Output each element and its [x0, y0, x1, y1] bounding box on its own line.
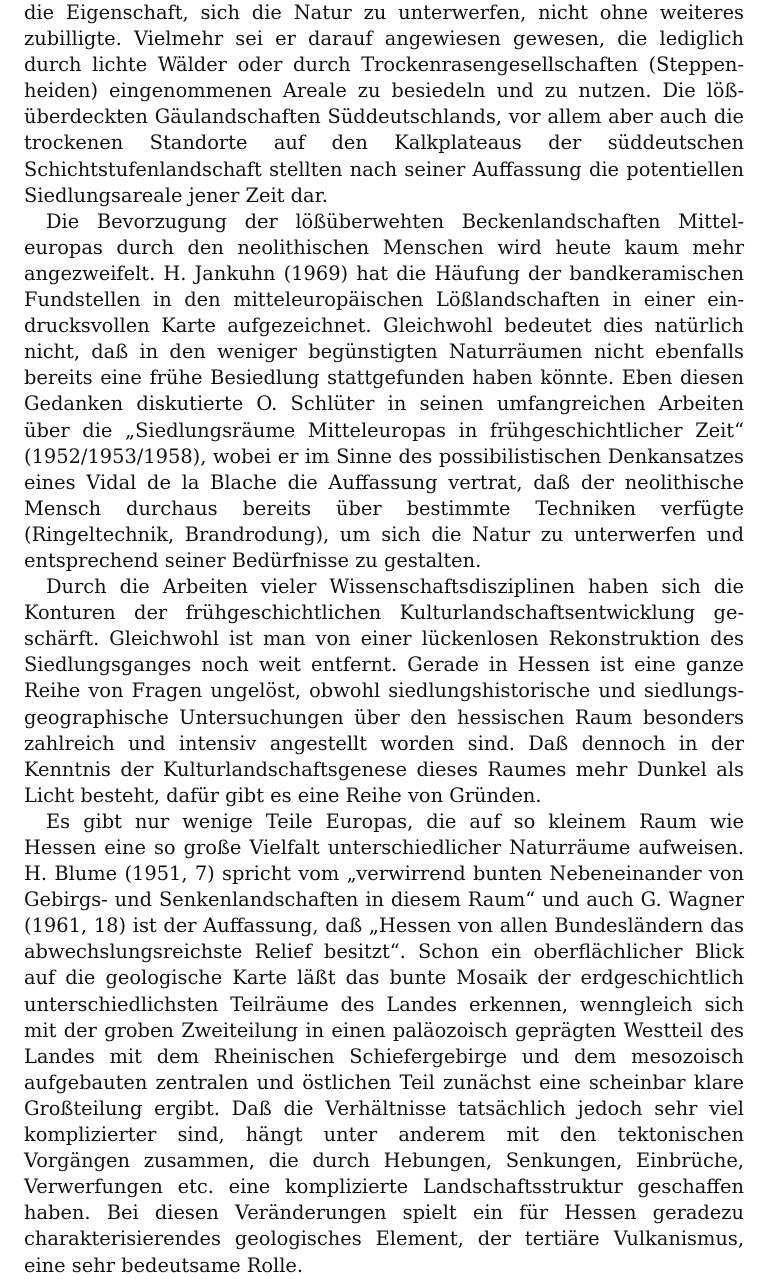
paragraph-1: die Eigenschaft, sich die Natur zu unterwerfen, nicht ohne weiteres zubilligte. Vielmehr sei er darauf angewiesen gewesen, die lediglich durch lichte Wälder oder durch Trockenrasengesellschaften (Steppenheiden) eingenommenen Areale zu besiedeln und zu nutzen. Die lößüberdeckten Gäulandschaften Süddeutschlands, vor allem aber auch die trockenen Standorte auf den Kalkplateaus der süddeutschen Schichtstufenlandschaft stellten nach seiner Auffassung die potentiellen Siedlungsareale jener Zeit dar.	[24, 1, 744, 207]
paragraph-2: Die Bevorzugung der lößüberwehten Beckenlandschaften Mitteleuropas durch den neolithischen Menschen wird heute kaum mehr angezweifelt. H. Jankuhn (1969) hat die Häufung der bandkeramischen Fundstellen in den mitteleuropäischen Lößlandschaften in einer eindrucksvollen Karte aufgezeichnet. Gleichwohl bedeutet dies natürlich nicht, daß in den weniger begünstigten Naturräumen nicht ebenfalls bereits eine frühe Besiedlung stattgefunden haben könnte. Eben diesen Gedanken diskutierte O. Schlüter in seinen umfangreichen Arbeiten über die „Siedlungsräume Mitteleuropas in frühgeschichtlicher Zeit“ (1952/1953/1958), wobei er im Sinne des possibilistischen Denkansatzes eines Vidal de la Blache die Auffassung vertrat, daß der neolithische Mensch durchaus bereits über bestimmte Techniken verfügte (Ringeltechnik, Brandrodung), um sich die Natur zu unterwerfen und entsprechend seiner Bedürfnisse zu gestalten.	[24, 209, 744, 572]
paragraph-3: Durch die Arbeiten vieler Wissenschaftsdisziplinen haben sich die Konturen der frühgeschichtlichen Kulturlandschaftsentwicklung geschärft. Gleichwohl ist man von einer lückenlosen Rekonstruktion des Siedlungsganges noch weit entfernt. Gerade in Hessen ist eine ganze Reihe von Fragen ungelöst, obwohl siedlungshistorische und siedlungsgeographische Untersuchungen über den hessischen Raum besonders zahlreich und intensiv angestellt worden sind. Daß dennoch in der Kenntnis der Kulturlandschaftsgenese dieses Raumes mehr Dunkel als Licht besteht, dafür gibt es eine Reihe von Gründen.	[24, 575, 744, 807]
paragraph-4: Es gibt nur wenige Teile Europas, die auf so kleinem Raum wie Hessen eine so große Vielfalt unterschiedlicher Naturräume aufweisen. H. Blume (1951, 7) spricht vom „verwirrend bunten Nebeneinander von Gebirgs- und Senkenlandschaften in diesem Raum“ und auch G. Wagner (1961, 18) ist der Auffassung, daß „Hessen von allen Bundesländern das abwechslungsreichste Relief besitzt“. Schon ein oberflächlicher Blick auf die geologische Karte läßt das bunte Mosaik der erdgeschichtlich unterschiedlichsten Teilräume des Landes erkennen, wenngleich sich mit der groben Zweiteilung in einen paläozoisch geprägten Westteil des Landes mit dem Rheinischen Schiefergebirge und dem mesozoisch aufgebauten zentralen und östlichen Teil zunächst eine scheinbar klare Großteilung ergibt. Daß die Verhältnisse tatsächlich jedoch sehr viel komplizierter sind, hängt unter anderem mit den tektonischen Vorgängen zusammen, die durch Hebungen, Senkungen, Einbrüche, Verwerfungen etc. eine komplizierte Landschaftsstruktur geschaffen haben. Bei diesen Veränderungen spielt ein für Hessen geradezu charakterisierendes geologisches Element, der tertiäre Vulkanismus, eine sehr bedeutsame Rolle.	[24, 809, 744, 1277]
document-page	[24, 0, 744, 1279]
